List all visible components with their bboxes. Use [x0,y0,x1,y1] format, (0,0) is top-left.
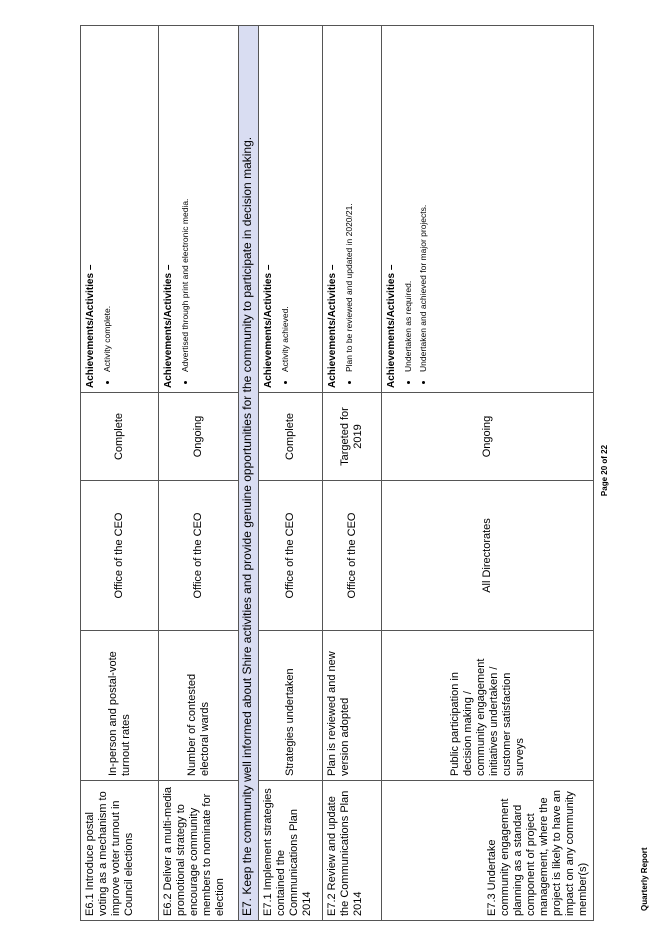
achievements-cell [159,26,239,393]
progress-table [80,25,594,921]
table-row [323,26,382,921]
action-cell: E7.3 Undertake community engagement planning as a standard component of project management, where the project is likely to have an impact on any community member(s) [382,781,594,921]
achievements-list [179,30,191,388]
achievements-list [402,30,429,388]
section-heading-row [239,26,259,921]
page-number: Page 20 of 22 [600,444,609,497]
action-cell: E6.1 Introduce postal voting as a mechanism to improve voter turnout in Council elections [81,781,159,921]
achievements-cell [382,26,594,393]
status-cell: Targeted for 2019 [323,393,382,481]
responsibility-cell: Office of the CEO [81,481,159,631]
action-cell: E7.1 Implement strategies contained the Communications Plan 2014 [259,781,323,921]
table-row [159,26,239,921]
achievements-heading: Achievements/Activities – [327,264,338,388]
action-cell: E7.2 Review and update the Communications Plan 2014 [323,781,382,921]
list-item: • Plan to be reviewed and updated in 2020/21. [343,30,355,372]
achievements-heading: Achievements/Activities – [263,264,274,388]
section-heading: E7. Keep the community well informed about Shire activities and provide genuine opportunities for the community to participate in decision making. [239,26,259,921]
list-item: • Undertaken and achieved for major projects. [417,30,429,372]
responsibility-cell: Office of the CEO [323,481,382,631]
report-label: Quarterly Report [640,847,649,911]
responsibility-cell: Office of the CEO [259,481,323,631]
achievements-cell [323,26,382,393]
status-cell: Ongoing [382,393,594,481]
measure-cell: Plan is reviewed and new version adopted [323,631,382,781]
status-cell: Complete [81,393,159,481]
measure-cell: Strategies undertaken [259,631,323,781]
achievements-list [343,30,355,388]
achievements-cell [259,26,323,393]
list-item: • Advertised through print and electronic media. [179,30,191,372]
list-item: • Undertaken as required. [402,30,414,372]
measure-cell: Public participation in decision making / community engagement initiatives undertaken / customer satisfaction surveys [382,631,594,781]
achievements-list [101,30,113,388]
measure-cell: In-person and postal-vote turnout rates [81,631,159,781]
status-cell: Ongoing [159,393,239,481]
measure-cell: Number of contested electoral wards [159,631,239,781]
list-item: • Activity complete. [101,30,113,372]
responsibility-cell: All Directorates [382,481,594,631]
action-cell: E6.2 Deliver a multi-media promotional strategy to encourage community members to nominate for election [159,781,239,921]
achievements-cell [81,26,159,393]
achievements-heading: Achievements/Activities – [386,264,397,388]
achievements-heading: Achievements/Activities – [163,264,174,388]
list-item: • Activity achieved. [279,30,291,372]
table-row [259,26,323,921]
achievements-heading: Achievements/Activities – [85,264,96,388]
table-row [81,26,159,921]
table-row [382,26,594,921]
achievements-list [279,30,291,388]
responsibility-cell: Office of the CEO [159,481,239,631]
status-cell: Complete [259,393,323,481]
